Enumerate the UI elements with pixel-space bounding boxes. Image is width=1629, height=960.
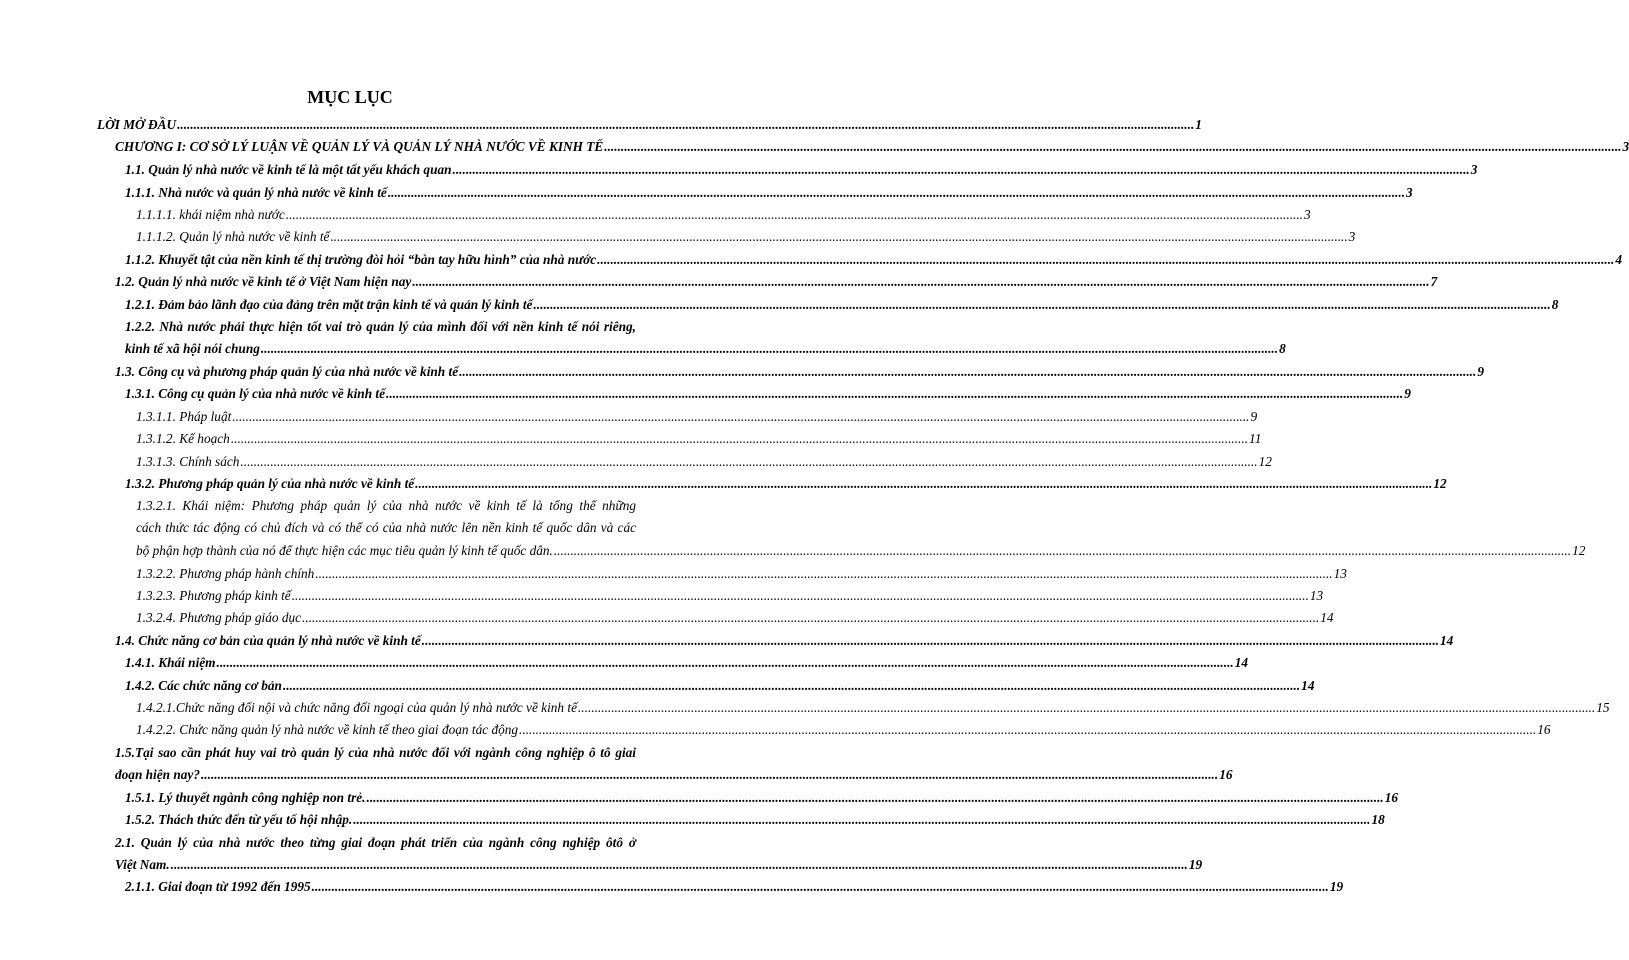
- toc-entry[interactable]: [115, 361, 1484, 383]
- toc-entry[interactable]: [125, 294, 1559, 316]
- toc-entry-text-line: 1.5.Tại sao cần phát huy vai trò quản lý của nhà nước đối với ngành công nghiệp ô tô giai: [115, 745, 636, 760]
- toc-entry-page-number: 12: [1433, 476, 1447, 491]
- toc-entry[interactable]: [125, 787, 1399, 809]
- toc-entry-page-number: 9: [1250, 409, 1258, 424]
- toc-entry[interactable]: [136, 495, 1586, 562]
- toc-entry[interactable]: [115, 742, 1233, 787]
- dot-leader: [554, 540, 1571, 562]
- toc-entry-text-line: 2.1. Quản lý của nhà nước theo từng giai đoạn phát triển của ngành công nghiệp ôtô ở: [115, 835, 636, 850]
- toc-entry[interactable]: [136, 451, 1272, 473]
- toc-entry-page-number: 16: [1384, 790, 1399, 805]
- toc-entry[interactable]: [125, 316, 1286, 361]
- toc-entry-page-number: 3: [1406, 185, 1413, 200]
- toc-entry-page-number: 14: [1301, 678, 1315, 693]
- toc-entry-page-number: 18: [1371, 812, 1385, 827]
- dot-leader: [261, 338, 1278, 360]
- toc-entry[interactable]: [136, 585, 1324, 607]
- dot-leader: [201, 764, 1218, 786]
- toc-entry-title: 1.3.1.2. Kế hoạch: [136, 431, 230, 446]
- dot-leader: [533, 294, 1550, 316]
- toc-entry-title: LỜI MỞ ĐẦU: [97, 117, 177, 132]
- toc-entry[interactable]: [125, 383, 1411, 405]
- dot-leader: [415, 473, 1432, 495]
- toc-entry-page-number: 3: [1622, 139, 1629, 154]
- toc-entry-page-number: 12: [1258, 454, 1272, 469]
- toc-entry-title: 1.1.1.2. Quản lý nhà nước về kinh tế: [136, 229, 330, 244]
- toc-entry-page-number: 7: [1430, 274, 1438, 289]
- toc-entry[interactable]: [125, 182, 1413, 204]
- toc-entry-title: 1.3.2. Phương pháp quản lý của nhà nước về kinh tế: [125, 476, 415, 491]
- toc-entry-title: 1.3.1.3. Chính sách: [136, 454, 240, 469]
- toc-entry-page-number: 9: [1404, 386, 1411, 401]
- toc-entry-page-number: 13: [1309, 588, 1324, 603]
- toc-entry-page-number: 14: [1320, 610, 1334, 625]
- dot-leader: [386, 383, 1403, 405]
- toc-entry-title: CHƯƠNG I: CƠ SỞ LÝ LUẬN VỀ QUẢN LÝ VÀ QUẢN LÝ NHÀ NƯỚC VỀ KINH TẾ: [115, 139, 604, 154]
- dot-leader: [519, 719, 1536, 741]
- dot-leader: [388, 182, 1405, 204]
- toc-entry-page-number: 9: [1477, 364, 1484, 379]
- toc-entry-page-number: 16: [1219, 767, 1233, 783]
- toc-entry-title: 1.1. Quản lý nhà nước về kinh tế là một tất yếu khách quan: [125, 162, 452, 177]
- toc-entry-title: 1.3.2.3. Phương pháp kinh tế: [136, 588, 291, 603]
- toc-entry-page-number: 3: [1348, 229, 1356, 244]
- dot-leader: [240, 451, 1257, 473]
- toc-entry-title: 1.5.2. Thách thức đến từ yếu tố hội nhập.: [125, 812, 353, 827]
- toc-entry-page-number: 8: [1279, 341, 1286, 357]
- toc-entry-title: kinh tế xã hội nói chung: [125, 341, 260, 357]
- dot-leader: [422, 630, 1439, 652]
- dot-leader: [217, 652, 1234, 674]
- dot-leader: [604, 136, 1621, 158]
- toc-entry-page-number: 8: [1551, 297, 1559, 312]
- toc-entry[interactable]: [125, 159, 1478, 181]
- toc-entry-title: bộ phận hợp thành của nó để thực hiện các mục tiêu quản lý kinh tế quốc dân.: [136, 542, 553, 558]
- toc-entry[interactable]: [125, 809, 1385, 831]
- toc-entry-page-number: 19: [1188, 857, 1203, 873]
- toc-entry-title: 1.1.1.1. khái niệm nhà nước: [136, 207, 285, 222]
- toc-entry[interactable]: [115, 832, 1203, 877]
- page-title: MỤC LỤC: [307, 87, 393, 107]
- dot-leader: [367, 787, 1384, 809]
- toc-entry-title: 1.2. Quản lý nhà nước về kinh tế ở Việt Nam hiện nay: [115, 274, 412, 289]
- toc-entry[interactable]: [115, 136, 1629, 158]
- toc-entry-title: đoạn hiện nay?: [115, 767, 200, 783]
- toc-entry-text-line: cách thức tác động có chủ đích và có thể có của nhà nước lên nền kinh tế quốc dân và các: [136, 520, 636, 536]
- dot-leader: [171, 854, 1188, 876]
- dot-leader: [412, 271, 1429, 293]
- toc-entry-page-number: 12: [1572, 542, 1586, 558]
- toc-entry-page-number: 3: [1304, 207, 1311, 222]
- toc-entry[interactable]: [136, 428, 1262, 450]
- toc-entry-page-number: 13: [1333, 566, 1347, 581]
- toc-entry-text-line: 1.2.2. Nhà nước phải thực hiện tốt vai trò quản lý của mình đối với nền kinh tế nói riêng,: [125, 319, 636, 334]
- dot-leader: [315, 563, 1332, 585]
- toc-entry-page-number: 14: [1440, 633, 1454, 648]
- dot-leader: [459, 361, 1476, 383]
- toc-entry[interactable]: [136, 607, 1334, 629]
- dot-leader: [283, 675, 1300, 697]
- dot-leader: [353, 809, 1370, 831]
- toc-entry-title: 1.1.2. Khuyết tật của nền kinh tế thị trường đòi hỏi “bàn tay hữu hình” của nhà nước: [125, 252, 597, 267]
- toc-entry-title: 1.3.2.4. Phương pháp giáo dục: [136, 610, 302, 625]
- dot-leader: [330, 226, 1347, 248]
- toc-entry-page-number: 3: [1470, 162, 1478, 177]
- toc-entry[interactable]: [136, 563, 1347, 585]
- toc-entry-title: Việt Nam.: [115, 857, 170, 873]
- toc-entry-title: 1.3.1.1. Pháp luật: [136, 409, 232, 424]
- dot-leader: [232, 406, 1249, 428]
- toc-entry-page-number: 19: [1329, 879, 1344, 894]
- toc-entry[interactable]: [136, 719, 1551, 741]
- toc-entry[interactable]: [115, 630, 1454, 652]
- toc-entry[interactable]: [125, 876, 1344, 898]
- toc-entry-title: 1.4.2. Các chức năng cơ bản: [125, 678, 282, 693]
- toc-entry-title: 1.3.2.2. Phương pháp hành chính: [136, 566, 315, 581]
- dot-leader: [312, 876, 1329, 898]
- toc-entry-page-number: 14: [1234, 655, 1249, 670]
- toc-entry-page-number: 16: [1537, 722, 1551, 737]
- dot-leader: [453, 159, 1470, 181]
- toc-entry[interactable]: [136, 406, 1258, 428]
- toc-entry-title: 1.3. Công cụ và phương pháp quản lý của nhà nước về kinh tế: [115, 364, 459, 379]
- toc-entry[interactable]: [115, 271, 1438, 293]
- dot-leader: [302, 607, 1319, 629]
- toc-entry-title: 1.1.1. Nhà nước và quản lý nhà nước về kinh tế: [125, 185, 387, 200]
- dot-leader: [597, 249, 1614, 271]
- dot-leader: [292, 585, 1309, 607]
- dot-leader: [231, 428, 1248, 450]
- toc-entry-text-line: 1.3.2.1. Khái niệm: Phương pháp quản lý của nhà nước về kinh tế là tổng thể những: [136, 498, 636, 513]
- toc-entry[interactable]: [97, 114, 1202, 136]
- toc-entry[interactable]: [136, 697, 1610, 719]
- dot-leader: [286, 204, 1303, 226]
- toc-entry[interactable]: [136, 204, 1311, 226]
- toc-entry-page-number: 4: [1615, 252, 1623, 267]
- toc-entry-title: 1.4.1. Khái niệm: [125, 655, 216, 670]
- toc-entry-page-number: 11: [1249, 431, 1262, 446]
- dot-leader: [177, 114, 1194, 136]
- toc-entry-title: 1.5.1. Lý thuyết ngành công nghiệp non trẻ.: [125, 790, 366, 805]
- toc-entry-title: 1.2.1. Đảm bảo lãnh đạo của đảng trên mặt trận kinh tế và quản lý kinh tế: [125, 297, 533, 312]
- toc-entry-page-number: 15: [1596, 700, 1610, 715]
- toc-entry[interactable]: [125, 675, 1315, 697]
- toc-entry[interactable]: [125, 473, 1447, 495]
- toc-entry-title: 1.4. Chức năng cơ bản của quản lý nhà nước về kinh tế: [115, 633, 421, 648]
- dot-leader: [578, 697, 1595, 719]
- toc-entry-title: 1.4.2.1.Chức năng đối nội và chức năng đối ngoại của quản lý nhà nước về kinh tế: [136, 700, 577, 715]
- toc-entry[interactable]: [136, 226, 1356, 248]
- toc-entry-page-number: 1: [1195, 117, 1202, 132]
- toc-entry-title: 2.1.1. Giai đoạn từ 1992 đến 1995: [125, 879, 311, 894]
- toc-entry[interactable]: [125, 652, 1249, 674]
- toc-entry-title: 1.3.1. Công cụ quản lý của nhà nước về kinh tế: [125, 386, 386, 401]
- toc-entry[interactable]: [125, 249, 1623, 271]
- toc-entry-title: 1.4.2.2. Chức năng quản lý nhà nước về kinh tế theo giai đoạn tác động: [136, 722, 519, 737]
